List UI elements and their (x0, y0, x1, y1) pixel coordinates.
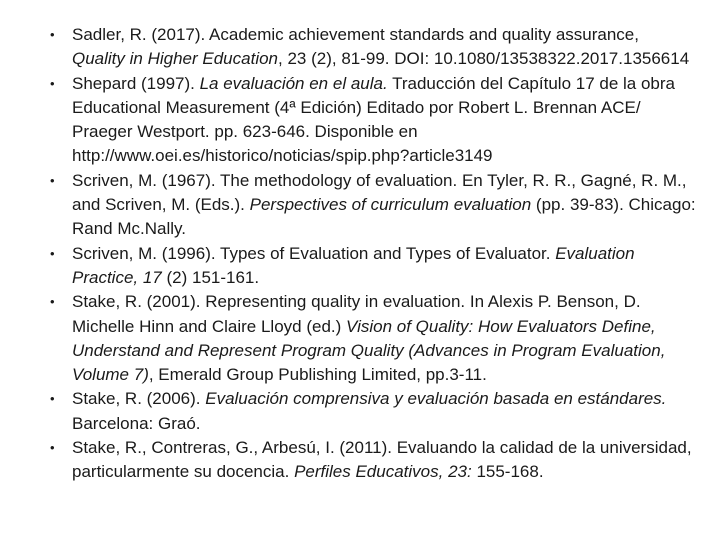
reference-text-run: Sadler, R. (2017). Academic achievement standards and quality assurance, (72, 25, 639, 44)
reference-text-run: (2) 151-161. (161, 267, 260, 287)
bullet-icon: • (50, 391, 55, 407)
reference-text-run: Shepard (1997). (72, 73, 200, 93)
reference-text-run: (pp. 39-83). Chicago: Rand Mc.Nally. (72, 195, 696, 239)
reference-text (72, 171, 696, 239)
reference-title-italic: Perfiles Educativos, 23: (294, 462, 472, 482)
reference-title-italic: Vision of Quality: How Evaluators Define, Understand and Represent Program Quality (Advances in Program Evaluation, Volume 7) (72, 316, 666, 385)
reference-item (46, 436, 696, 485)
reference-title-italic: Evaluation Practice, 17 (72, 243, 635, 287)
reference-title-italic: Evaluación comprensiva y evaluación basada en estándares. (205, 389, 667, 409)
bullet-icon: • (50, 172, 55, 188)
bullet-icon: • (50, 27, 55, 42)
reference-text-run: Scriven, M. (1996). Types of Evaluation and Types of Evaluator. (72, 243, 556, 263)
bullet-icon: • (50, 75, 55, 91)
reference-text-run: , 23 (2), 81-99. DOI: 10.1080/13538322.2017.1356614 (278, 49, 690, 69)
reference-text-run: Stake, R. (2001). Representing quality in evaluation. In Alexis P. Benson, D. Michelle Hinn and Claire Lloyd (ed.) (72, 292, 641, 336)
reference-item (46, 290, 696, 387)
bullet-icon: • (50, 294, 55, 310)
reference-text-run: Stake, R., Contreras, G., Arbesú, I. (2011). Evaluando la calidad de la universidad, particularmente su docencia. (72, 438, 692, 482)
reference-text (72, 244, 635, 287)
reference-text (72, 292, 665, 384)
reference-item (46, 387, 696, 436)
reference-title-italic: Perspectives of curriculum evaluation (249, 195, 532, 215)
reference-item (46, 72, 696, 169)
reference-text (72, 389, 666, 432)
reference-text-run: 155-168. (471, 462, 544, 482)
reference-text (72, 25, 689, 68)
reference-title-italic: La evaluación en el aula. (199, 73, 388, 93)
reference-list (46, 23, 696, 485)
reference-item (46, 169, 696, 242)
reference-item (46, 242, 696, 291)
bullet-icon: • (50, 245, 55, 261)
reference-text-run: Stake, R. (2006). (72, 389, 206, 409)
reference-text-run: Traducción del Capítulo 17 de la obra Educational Measurement (4ª Edición) Editado por Robert L. Brennan ACE/ Praeger Westport. pp. 623-646. Disponible en http://www.oei.es/historico/noticias/spip.php?article3149 (72, 73, 675, 166)
reference-text (72, 438, 692, 481)
reference-title-italic: Quality in Higher Education (72, 49, 279, 69)
bullet-icon: • (50, 440, 55, 456)
reference-text-run: , Emerald Group Publishing Limited, pp.3-11. (148, 365, 487, 385)
reference-text-run: Scriven, M. (1967). The methodology of evaluation. En Tyler, R. R., Gagné, R. M., and Scriven, M. (Eds.). (72, 170, 687, 215)
reference-text-run: Barcelona: Graó. (72, 413, 201, 433)
reference-text (72, 74, 675, 166)
reference-item (46, 23, 696, 72)
